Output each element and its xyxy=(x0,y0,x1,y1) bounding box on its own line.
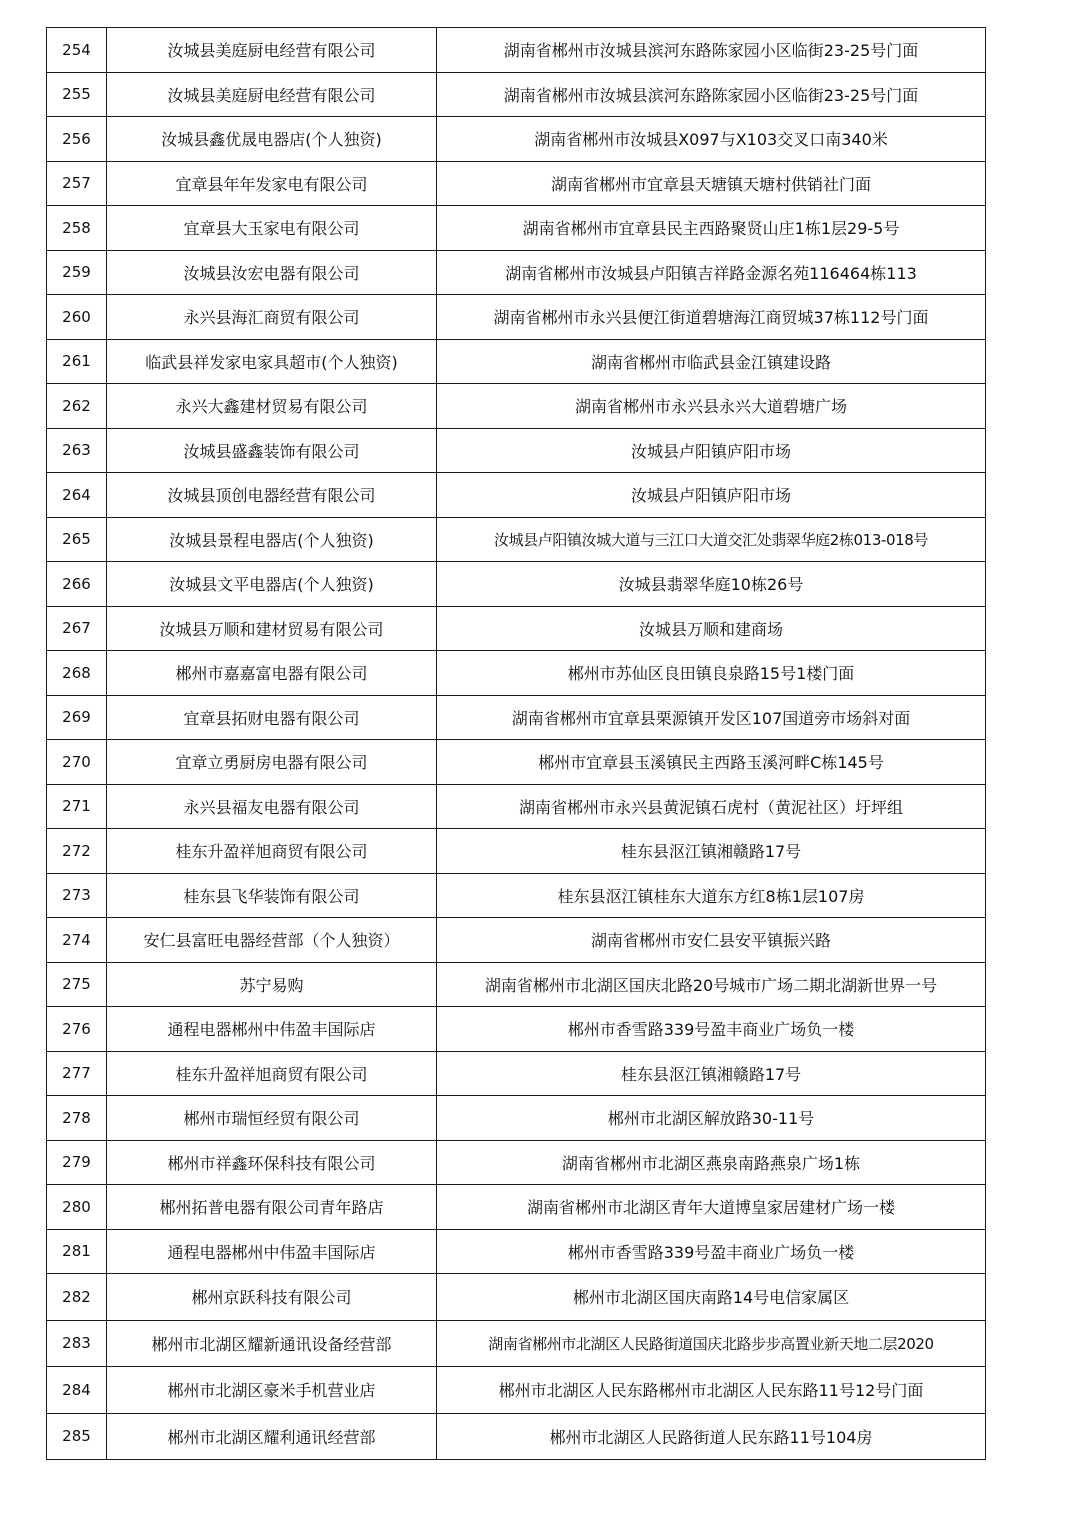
table-row xyxy=(47,1367,986,1414)
table-row xyxy=(47,1051,986,1096)
address-cell: 郴州市北湖区国庆南路14号电信家属区 xyxy=(437,1274,986,1321)
company-name-cell: 汝城县鑫优晟电器店(个人独资) xyxy=(107,117,437,162)
company-name-cell: 汝城县汝宏电器有限公司 xyxy=(107,250,437,295)
company-name-cell: 宜章县拓财电器有限公司 xyxy=(107,695,437,740)
table-row xyxy=(47,473,986,518)
company-name-cell: 郴州市瑞恒经贸有限公司 xyxy=(107,1096,437,1141)
company-name-cell: 永兴县福友电器有限公司 xyxy=(107,784,437,829)
row-number-cell: 282 xyxy=(47,1274,107,1321)
table-row xyxy=(47,695,986,740)
row-number-cell: 277 xyxy=(47,1051,107,1096)
address-cell: 湖南省郴州市北湖区燕泉南路燕泉广场1栋 xyxy=(437,1140,986,1185)
company-name-cell: 郴州市北湖区耀新通讯设备经营部 xyxy=(107,1320,437,1367)
address-cell: 汝城县卢阳镇庐阳市场 xyxy=(437,473,986,518)
table-row xyxy=(47,918,986,963)
table-row xyxy=(47,117,986,162)
company-name-cell: 桂东升盈祥旭商贸有限公司 xyxy=(107,829,437,874)
address-cell: 郴州市北湖区解放路30-11号 xyxy=(437,1096,986,1141)
company-name-cell: 汝城县万顺和建材贸易有限公司 xyxy=(107,606,437,651)
row-number-cell: 266 xyxy=(47,562,107,607)
address-cell: 湖南省郴州市永兴县永兴大道碧塘广场 xyxy=(437,384,986,429)
store-list-table xyxy=(46,27,986,1460)
row-number-cell: 263 xyxy=(47,428,107,473)
address-cell: 郴州市香雪路339号盈丰商业广场负一楼 xyxy=(437,1007,986,1052)
table-row xyxy=(47,1320,986,1367)
row-number-cell: 281 xyxy=(47,1229,107,1274)
table-row xyxy=(47,28,986,73)
table-row xyxy=(47,1007,986,1052)
table-row xyxy=(47,962,986,1007)
address-cell: 湖南省郴州市汝城县滨河东路陈家园小区临街23-25号门面 xyxy=(437,72,986,117)
table-row xyxy=(47,740,986,785)
company-name-cell: 汝城县文平电器店(个人独资) xyxy=(107,562,437,607)
company-name-cell: 汝城县景程电器店(个人独资) xyxy=(107,517,437,562)
address-cell: 湖南省郴州市宜章县天塘镇天塘村供销社门面 xyxy=(437,161,986,206)
address-cell: 汝城县卢阳镇汝城大道与三江口大道交汇处翡翠华庭2栋013-018号 xyxy=(437,517,986,562)
company-name-cell: 永兴大鑫建材贸易有限公司 xyxy=(107,384,437,429)
table-row xyxy=(47,784,986,829)
table-row xyxy=(47,1274,986,1321)
address-cell: 湖南省郴州市永兴县黄泥镇石虎村（黄泥社区）圩坪组 xyxy=(437,784,986,829)
row-number-cell: 280 xyxy=(47,1185,107,1230)
company-name-cell: 桂东县飞华装饰有限公司 xyxy=(107,873,437,918)
row-number-cell: 268 xyxy=(47,651,107,696)
address-cell: 汝城县万顺和建商场 xyxy=(437,606,986,651)
row-number-cell: 273 xyxy=(47,873,107,918)
company-name-cell: 宜章县大玉家电有限公司 xyxy=(107,206,437,251)
row-number-cell: 285 xyxy=(47,1413,107,1460)
table-row xyxy=(47,606,986,651)
company-name-cell: 郴州拓普电器有限公司青年路店 xyxy=(107,1185,437,1230)
table-row xyxy=(47,873,986,918)
row-number-cell: 260 xyxy=(47,295,107,340)
row-number-cell: 275 xyxy=(47,962,107,1007)
company-name-cell: 苏宁易购 xyxy=(107,962,437,1007)
address-cell: 郴州市北湖区人民路街道人民东路11号104房 xyxy=(437,1413,986,1460)
company-name-cell: 郴州市嘉嘉富电器有限公司 xyxy=(107,651,437,696)
row-number-cell: 254 xyxy=(47,28,107,73)
address-cell: 郴州市宜章县玉溪镇民主西路玉溪河畔C栋145号 xyxy=(437,740,986,785)
row-number-cell: 262 xyxy=(47,384,107,429)
row-number-cell: 269 xyxy=(47,695,107,740)
table-row xyxy=(47,1096,986,1141)
row-number-cell: 258 xyxy=(47,206,107,251)
table-row xyxy=(47,161,986,206)
row-number-cell: 261 xyxy=(47,339,107,384)
address-cell: 桂东县沤江镇湘赣路17号 xyxy=(437,1051,986,1096)
address-cell: 湖南省郴州市汝城县卢阳镇吉祥路金源名苑116464栋113 xyxy=(437,250,986,295)
address-cell: 湖南省郴州市北湖区国庆北路20号城市广场二期北湖新世界一号 xyxy=(437,962,986,1007)
table-row xyxy=(47,72,986,117)
table-row xyxy=(47,562,986,607)
table-row xyxy=(47,295,986,340)
store-list-body xyxy=(47,28,986,1460)
row-number-cell: 283 xyxy=(47,1320,107,1367)
table-row xyxy=(47,384,986,429)
address-cell: 郴州市香雪路339号盈丰商业广场负一楼 xyxy=(437,1229,986,1274)
table-row xyxy=(47,1229,986,1274)
address-cell: 湖南省郴州市安仁县安平镇振兴路 xyxy=(437,918,986,963)
row-number-cell: 265 xyxy=(47,517,107,562)
company-name-cell: 郴州市北湖区耀利通讯经营部 xyxy=(107,1413,437,1460)
table-row xyxy=(47,1413,986,1460)
table-row xyxy=(47,206,986,251)
row-number-cell: 259 xyxy=(47,250,107,295)
row-number-cell: 270 xyxy=(47,740,107,785)
address-cell: 郴州市苏仙区良田镇良泉路15号1楼门面 xyxy=(437,651,986,696)
store-list-table-container xyxy=(46,27,986,1460)
address-cell: 汝城县卢阳镇庐阳市场 xyxy=(437,428,986,473)
company-name-cell: 汝城县美庭厨电经营有限公司 xyxy=(107,28,437,73)
address-cell: 汝城县翡翠华庭10栋26号 xyxy=(437,562,986,607)
company-name-cell: 郴州京跃科技有限公司 xyxy=(107,1274,437,1321)
address-cell: 湖南省郴州市永兴县便江街道碧塘海江商贸城37栋112号门面 xyxy=(437,295,986,340)
address-cell: 桂东县沤江镇桂东大道东方红8栋1层107房 xyxy=(437,873,986,918)
row-number-cell: 274 xyxy=(47,918,107,963)
address-cell: 湖南省郴州市汝城县X097与X103交叉口南340米 xyxy=(437,117,986,162)
row-number-cell: 257 xyxy=(47,161,107,206)
company-name-cell: 通程电器郴州中伟盈丰国际店 xyxy=(107,1007,437,1052)
address-cell: 湖南省郴州市北湖区青年大道博皇家居建材广场一楼 xyxy=(437,1185,986,1230)
address-cell: 郴州市北湖区人民东路郴州市北湖区人民东路11号12号门面 xyxy=(437,1367,986,1414)
row-number-cell: 271 xyxy=(47,784,107,829)
company-name-cell: 桂东升盈祥旭商贸有限公司 xyxy=(107,1051,437,1096)
address-cell: 湖南省郴州市汝城县滨河东路陈家园小区临街23-25号门面 xyxy=(437,28,986,73)
address-cell: 湖南省郴州市北湖区人民路街道国庆北路步步高置业新天地二层2020 xyxy=(437,1320,986,1367)
table-row xyxy=(47,651,986,696)
table-row xyxy=(47,829,986,874)
company-name-cell: 汝城县美庭厨电经营有限公司 xyxy=(107,72,437,117)
address-cell: 湖南省郴州市宜章县民主西路聚贤山庄1栋1层29-5号 xyxy=(437,206,986,251)
table-row xyxy=(47,517,986,562)
row-number-cell: 276 xyxy=(47,1007,107,1052)
company-name-cell: 通程电器郴州中伟盈丰国际店 xyxy=(107,1229,437,1274)
company-name-cell: 汝城县盛鑫装饰有限公司 xyxy=(107,428,437,473)
address-cell: 桂东县沤江镇湘赣路17号 xyxy=(437,829,986,874)
address-cell: 湖南省郴州市临武县金江镇建设路 xyxy=(437,339,986,384)
company-name-cell: 郴州市北湖区豪米手机营业店 xyxy=(107,1367,437,1414)
row-number-cell: 267 xyxy=(47,606,107,651)
company-name-cell: 宜章县年年发家电有限公司 xyxy=(107,161,437,206)
table-row xyxy=(47,428,986,473)
table-row xyxy=(47,339,986,384)
table-row xyxy=(47,1185,986,1230)
table-row xyxy=(47,250,986,295)
row-number-cell: 272 xyxy=(47,829,107,874)
row-number-cell: 284 xyxy=(47,1367,107,1414)
company-name-cell: 永兴县海汇商贸有限公司 xyxy=(107,295,437,340)
row-number-cell: 264 xyxy=(47,473,107,518)
row-number-cell: 256 xyxy=(47,117,107,162)
company-name-cell: 安仁县富旺电器经营部（个人独资） xyxy=(107,918,437,963)
row-number-cell: 278 xyxy=(47,1096,107,1141)
address-cell: 湖南省郴州市宜章县栗源镇开发区107国道旁市场斜对面 xyxy=(437,695,986,740)
company-name-cell: 郴州市祥鑫环保科技有限公司 xyxy=(107,1140,437,1185)
company-name-cell: 临武县祥发家电家具超市(个人独资) xyxy=(107,339,437,384)
table-row xyxy=(47,1140,986,1185)
row-number-cell: 255 xyxy=(47,72,107,117)
row-number-cell: 279 xyxy=(47,1140,107,1185)
company-name-cell: 宜章立勇厨房电器有限公司 xyxy=(107,740,437,785)
company-name-cell: 汝城县顶创电器经营有限公司 xyxy=(107,473,437,518)
